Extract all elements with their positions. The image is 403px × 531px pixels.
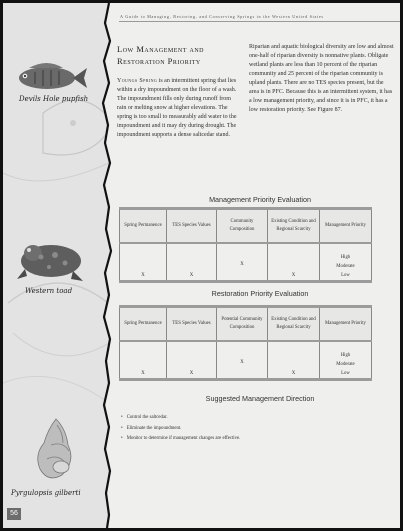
right-paragraph: Riparian and aquatic biological diversity are low and almost one-half of riparian diversity is nonnative plants. Obligate wetland plants are less than 10 percent of the riparian community and 25 percent of the riparian community is upland plants. There are no TES species present, but the area is in PFC. Because this is an intermittent system, it has a low management priority, and since it is in PFC, it has a low restoration priority. See Figure 87. — [249, 44, 394, 113]
priority-moderate: Moderate — [336, 362, 355, 367]
restoration-priority-table — [119, 305, 372, 381]
decorative-sidebar — [3, 3, 109, 528]
header-spring-permanence: Spring Permanence — [120, 209, 167, 244]
table-cell-mark: X — [120, 341, 167, 380]
priority-high: High — [340, 353, 351, 358]
header-existing-condition: Existing Condition and Regional Scarcity — [268, 307, 320, 342]
header-community-composition: Community Composition — [217, 209, 268, 244]
pupfish-illustration — [9, 58, 89, 98]
header-management-priority: Management Priority — [320, 209, 372, 244]
table-cell-mark: X — [268, 341, 320, 380]
list-item: • Eliminate the impoundment. — [121, 424, 240, 435]
snail-illustration — [31, 415, 81, 485]
torn-edge — [97, 3, 119, 528]
priority-levels-cell — [320, 341, 372, 380]
header-potential-community: Potential Community Composition — [217, 307, 268, 342]
spring-name: Youngs Spring — [117, 78, 158, 84]
list-item: • Control the saltcedar. — [121, 413, 240, 424]
table-cell-mark: X — [217, 243, 268, 282]
sidebar-caption-snail: Pyrgulopsis gilberti — [11, 489, 81, 497]
header-existing-condition: Existing Condition and Regional Scarcity — [268, 209, 320, 244]
sidebar-caption-toad: Western toad — [25, 287, 73, 295]
left-paragraph-text: is an intermittent spring that lies within a dry impoundment on the floor of a wash. The impoundment fills only during runoff from rain or melting snow at higher elevations. The spring is too small to measurably add water to the impoundment and it may dry during drought. The impoundment supports a dense saltcedar stand. — [117, 78, 237, 138]
left-paragraph — [117, 77, 241, 140]
table-cell-mark: X — [167, 243, 217, 282]
header-tes-species: TES Species Values — [167, 307, 217, 342]
management-table-title: Management Priority Evaluation — [209, 195, 311, 204]
table-cell-mark: X — [217, 341, 268, 380]
directions-title: Suggested Management Direction — [205, 394, 315, 403]
management-priority-table — [119, 207, 372, 283]
section-title: Low Management and Restoration Priority — [117, 44, 204, 66]
header-tes-species: TES Species Values — [167, 209, 217, 244]
page-number: 56 — [7, 508, 21, 520]
table-cell-mark: X — [167, 341, 217, 380]
toad-illustration — [11, 235, 91, 285]
priority-moderate: Moderate — [336, 264, 355, 269]
header-rule — [119, 21, 401, 22]
priority-high: High — [340, 255, 351, 260]
list-item: • Monitor to determine if management changes are effective. — [121, 434, 240, 445]
priority-low: Low — [341, 273, 350, 278]
header-management-priority: Management Priority — [320, 307, 372, 342]
restoration-table-title: Restoration Priority Evaluation — [211, 289, 309, 298]
table-cell-mark: X — [120, 243, 167, 282]
table-cell-mark: X — [268, 243, 320, 282]
header-spring-permanence: Spring Permanence — [120, 307, 167, 342]
priority-low: Low — [341, 371, 350, 376]
management-directions-list — [121, 413, 240, 445]
priority-levels-cell — [320, 243, 372, 282]
sidebar-caption-pupfish: Devils Hole pupfish — [19, 95, 89, 103]
running-head: A Guide to Managing, Restoring, and Conserving Springs in the Western United States — [120, 14, 324, 19]
